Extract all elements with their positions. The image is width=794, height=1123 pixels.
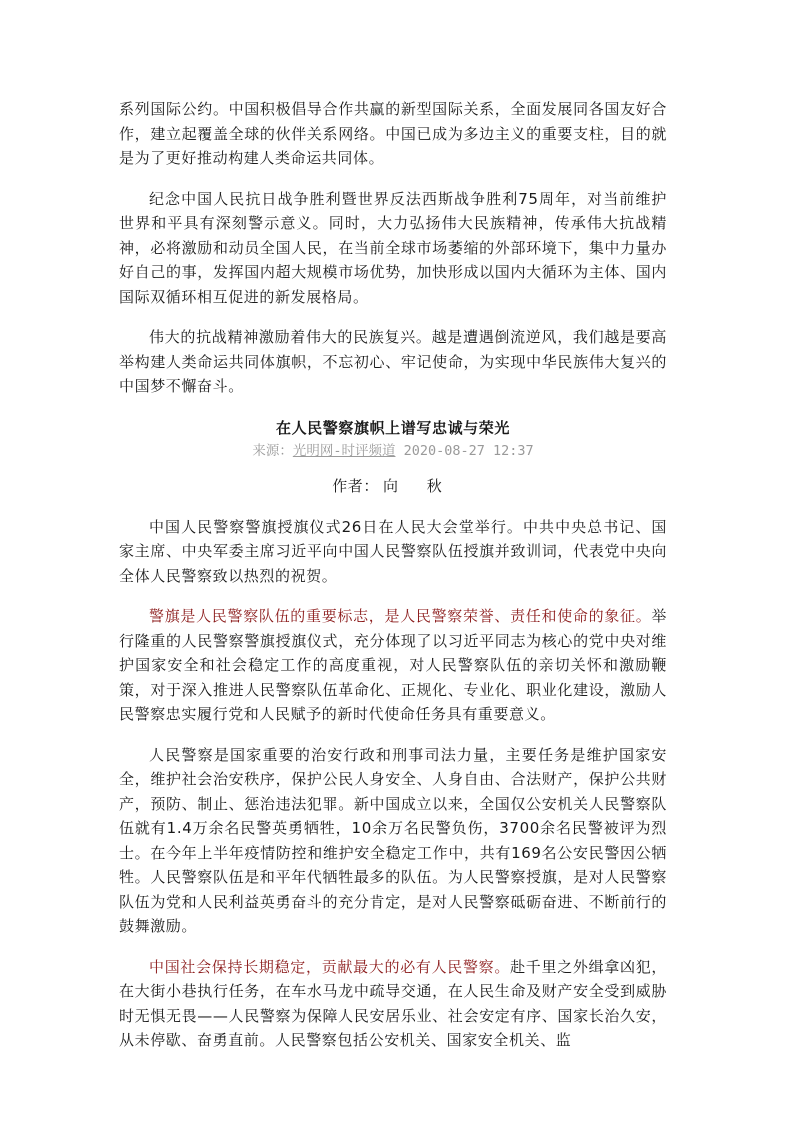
article-source-line	[119, 441, 667, 461]
article-author-line	[119, 475, 667, 497]
article-header	[119, 415, 667, 497]
article-paragraph-2	[119, 604, 667, 727]
intro-paragraph-2: 纪念中国人民抗日战争胜利暨世界反法西斯战争胜利75周年，对当前维护世界和平具有深刻警示意义。同时，大力弘扬伟大民族精神，传承伟大抗战精神，必将激励和动员全国人民，在当前全球市场萎缩的外部环境下，集中力量办好自己的事，发挥国内超大规模市场优势，加快形成以国内大循环为主体、国内国际双循环相互促进的新发展格局。	[119, 189, 667, 306]
document-page	[119, 97, 667, 1069]
source-label: 来源：	[252, 442, 293, 459]
paragraph-2-body: 举行隆重的人民警察警旗授旗仪式，充分体现了以习近平同志为核心的党中央对维护国家安全和社会稳定工作的高度重视，对人民警察队伍的亲切关怀和激励鞭策，对于深入推进人民警察队伍革命化、正规化、专业化、职业化建设，激励人民警察忠实履行党和人民赋予的新时代使命任务具有重要意义。	[119, 607, 667, 723]
source-link[interactable]: 光明网-时评频道	[292, 442, 396, 459]
article-paragraph-3: 人民警察是国家重要的治安行政和刑事司法力量，主要任务是维护国家安全，维护社会治安秩序，保护公民人身安全、人身自由、合法财产，保护公共财产，预防、制止、惩治违法犯罪。新中国成立以来，全国仅公安机关人民警察队伍就有1.4万余名民警英勇牺牲，10余万名民警负伤，3700余名民警被评为烈士。在今年上半年疫情防控和维护安全稳定工作中，共有169名公安民警因公牺牲。人民警察队伍是和平年代牺牲最多的队伍。为人民警察授旗，是对人民警察队伍为党和人民利益英勇奋斗的充分肯定，是对人民警察砥砺奋进、不断前行的鼓舞激励。	[119, 745, 667, 935]
paragraph-2-highlight: 警旗是人民警察队伍的重要标志，是人民警察荣誉、责任和使命的象征。	[149, 607, 652, 625]
author-name: 向 秋	[383, 476, 454, 495]
article-paragraph-4	[119, 955, 667, 1053]
paragraph-4-body: 赴千里之外缉拿凶犯，在大街小巷执行任务，在车水马龙中疏导交通，在人民生命及财产安全受到威胁时无惧无畏——人民警察为保障人民安居乐业、社会安定有序、国家长治久安，从未停歇、奋勇直前。人民警察包括公安机关、国家安全机关、监	[119, 957, 667, 1049]
source-time: 2020-08-27 12:37	[403, 442, 534, 459]
article-paragraph-1: 中国人民警察警旗授旗仪式26日在人民大会堂举行。中共中央总书记、国家主席、中央军委主席习近平向中国人民警察队伍授旗并致训词，代表党中央向全体人民警察致以热烈的祝贺。	[119, 517, 667, 585]
article-title: 在人民警察旗帜上谱写忠诚与荣光	[275, 418, 510, 437]
intro-paragraph-1: 系列国际公约。中国积极倡导合作共赢的新型国际关系，全面发展同各国友好合作，建立起覆盖全球的伙伴关系网络。中国已成为多边主义的重要支柱，目的就是为了更好推动构建人类命运共同体。	[119, 100, 667, 167]
intro-paragraph-3: 伟大的抗战精神激励着伟大的民族复兴。越是遭遇倒流逆风，我们越是要高举构建人类命运共同体旗帜，不忘初心、牢记使命，为实现中华民族伟大复兴的中国梦不懈奋斗。	[119, 328, 667, 395]
author-label: 作者：	[332, 476, 380, 495]
paragraph-4-highlight: 中国社会保持长期稳定，贡献最大的必有人民警察。	[149, 957, 511, 976]
